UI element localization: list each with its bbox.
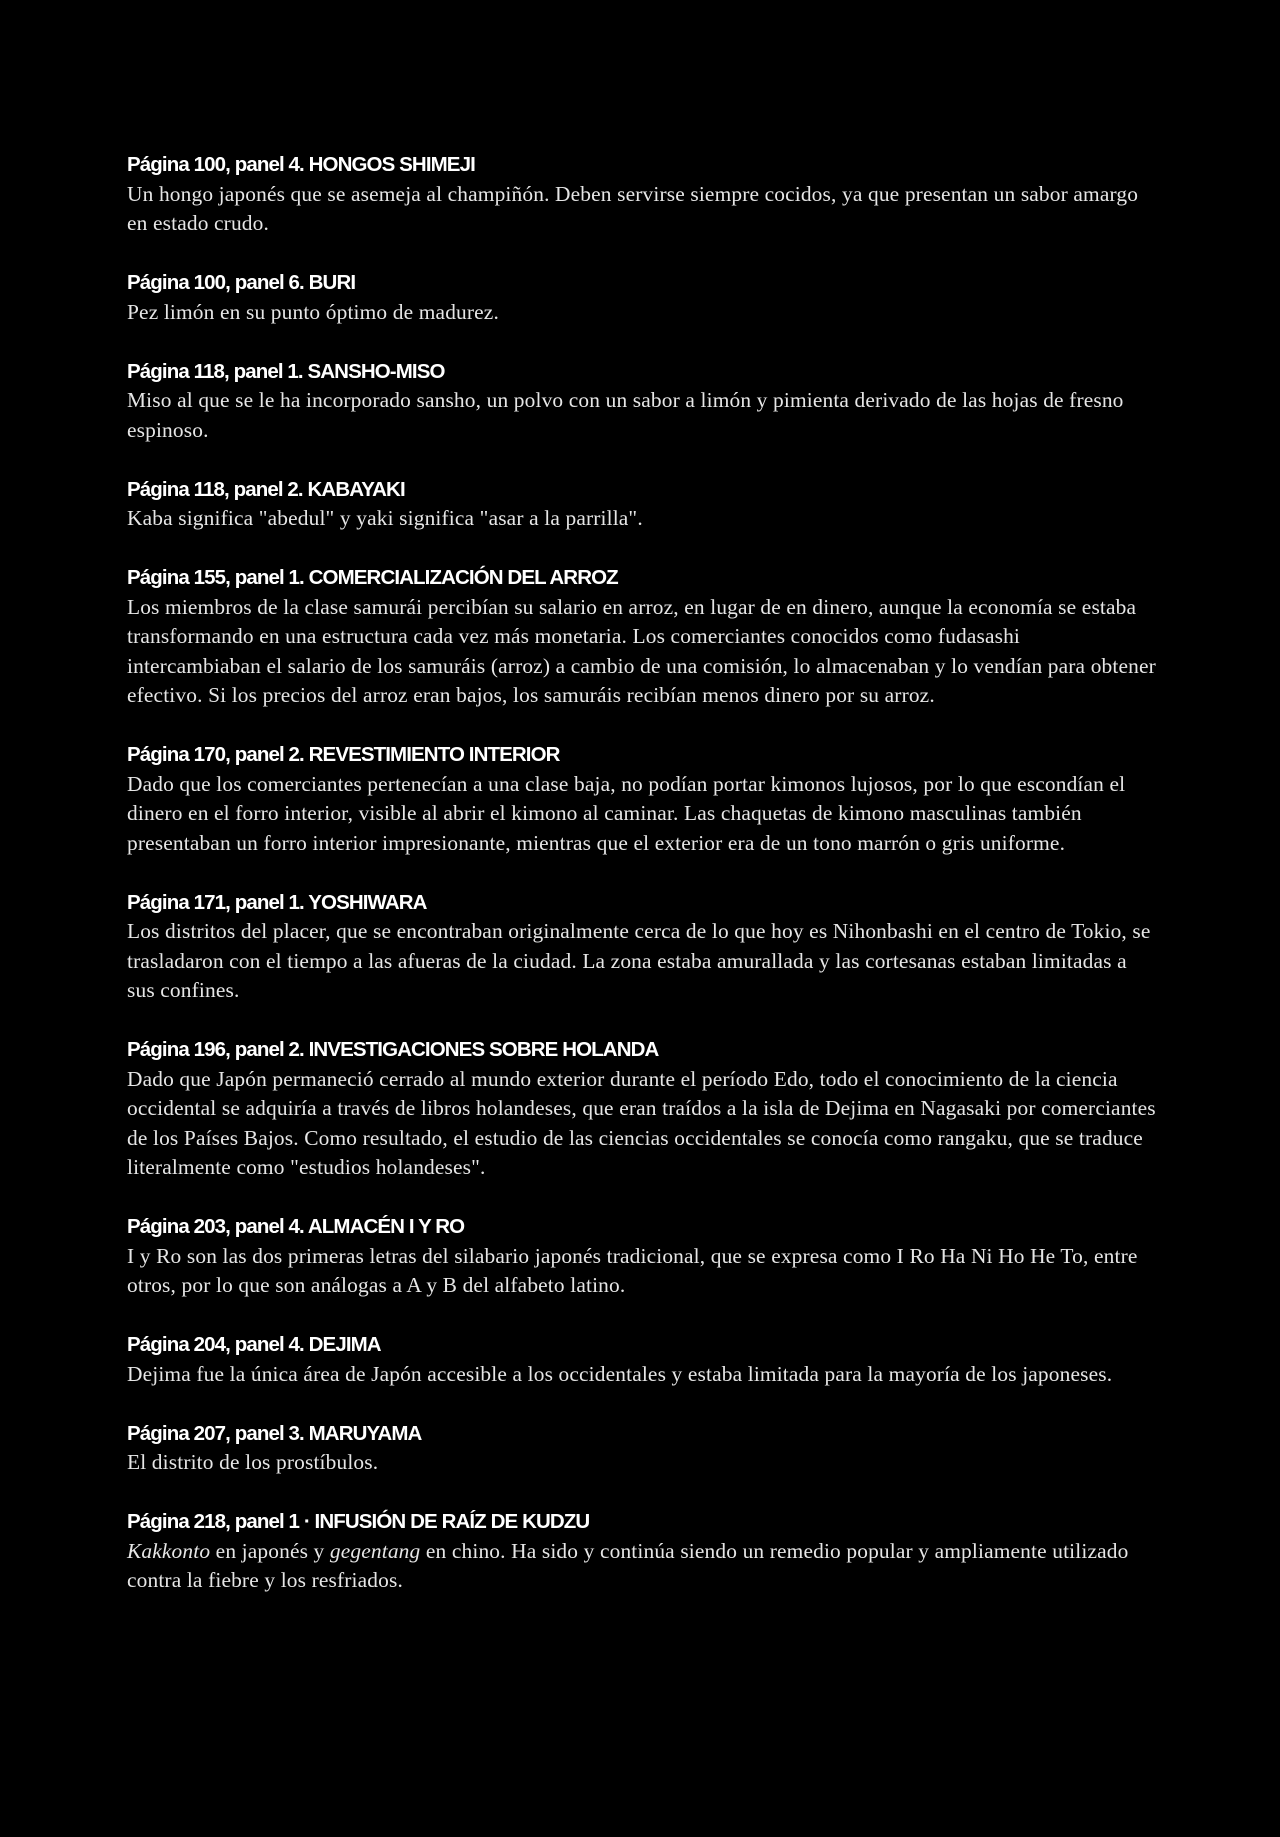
note-body: El distrito de los prostíbulos. bbox=[127, 1450, 379, 1474]
note-body: Los distritos del placer, que se encontraban originalmente cerca de lo que hoy es Nihonbashi en el centro de Tokio, se trasladaron con el tiempo a las afueras de la ciudad. La zona estaba amurallada y las cortesanas estaban limitadas a sus confines. bbox=[127, 919, 1151, 1002]
note-heading: Página 100, panel 4. HONGOS SHIMEJI bbox=[127, 153, 475, 176]
note-body: Dado que Japón permaneció cerrado al mundo exterior durante el período Edo, todo el conocimiento de la ciencia occidental se adquiría a través de libros holandeses, que eran traídos a la isla de Dejima en Nagasaki por comerciantes de los Países Bajos. Como resultado, el estudio de las ciencias occidentales se conocía como rangaku, que se traduce literalmente como "estudios holandeses". bbox=[127, 1066, 1156, 1179]
note-heading: Página 207, panel 3. MARUYAMA bbox=[127, 1421, 422, 1445]
note-body: Pez limón en su punto óptimo de madurez. bbox=[127, 299, 499, 324]
glossary-notes bbox=[127, 150, 1157, 1625]
note-body: Un hongo japonés que se asemeja al champiñón. Deben servirse siempre cocidos, ya que presentan un sabor amargo en estado crudo. bbox=[127, 181, 1139, 235]
note-body: Dado que los comerciantes pertenecían a una clase baja, no podían portar kimonos lujosos, por lo que escondían el dinero en el forro interior, visible al abrir el kimono al caminar. Las chaquetas de kimono masculinas también presentaban un forro interior impresionante, mientras que el exterior era de un tono marrón o gris uniforme. bbox=[127, 771, 1126, 855]
italic-term-kakkonto: Kakkonto bbox=[127, 1538, 211, 1563]
note-hongos-shimeji bbox=[127, 150, 1157, 239]
body-text: en chino. Ha sido y continúa siendo un remedio popular y ampliamente utilizado contra la fiebre y los resfriados. bbox=[127, 1538, 1129, 1592]
note-yoshiwara bbox=[127, 888, 1157, 1006]
note-maruyama bbox=[127, 1419, 1157, 1478]
note-revestimiento-interior bbox=[127, 740, 1157, 858]
note-body: I y Ro son las dos primeras letras del silabario japonés tradicional, que se expresa como I Ro Ha Ni Ho He To, entre otros, por lo que son análogas a A y B del alfabeto latino. bbox=[127, 1243, 1138, 1297]
note-body: Los miembros de la clase samurái percibían su salario en arroz, en lugar de en dinero, aunque la economía se estaba transformando en una estructura cada vez más monetaria. Los comerciantes conocidos como fudasashi intercambiaban el salario de los samuráis (arroz) a cambio de una comisión, lo almacenaban y lo vendían para obtener efectivo. Si los precios del arroz eran bajos, los samuráis recibían menos dinero por su arroz. bbox=[127, 594, 1156, 707]
note-kabayaki bbox=[127, 475, 1157, 534]
note-almacen-i-y-ro bbox=[127, 1212, 1157, 1301]
note-heading: Página 203, panel 4. ALMACÉN I Y RO bbox=[127, 1215, 465, 1238]
note-heading: Página 155, panel 1. COMERCIALIZACIÓN DEL ARROZ bbox=[127, 566, 618, 589]
note-heading: Página 118, panel 1. SANSHO-MISO bbox=[127, 359, 445, 383]
note-comercializacion-arroz bbox=[127, 563, 1157, 711]
note-body bbox=[127, 1537, 1157, 1596]
note-body: Miso al que se le ha incorporado sansho, un polvo con un sabor a limón y pimienta derivado de las hojas de fresno espinoso. bbox=[127, 388, 1124, 442]
note-heading: Página 118, panel 2. KABAYAKI bbox=[127, 477, 405, 501]
note-heading: Página 171, panel 1. YOSHIWARA bbox=[127, 890, 427, 914]
note-infusion-kudzu bbox=[127, 1507, 1157, 1596]
note-heading: Página 204, panel 4. DEJIMA bbox=[127, 1333, 381, 1356]
note-body: Dejima fue la única área de Japón accesible a los occidentales y estaba limitada para la mayoría de los japoneses. bbox=[127, 1361, 1113, 1386]
note-body: Kaba significa "abedul" y yaki significa "asar a la parrilla". bbox=[127, 506, 643, 530]
note-buri bbox=[127, 268, 1157, 327]
note-investigaciones-holanda bbox=[127, 1035, 1157, 1183]
note-heading: Página 218, panel 1 · INFUSIÓN DE RAÍZ DE KUDZU bbox=[127, 1510, 590, 1533]
italic-term-gegentang: gegentang bbox=[329, 1538, 421, 1563]
note-sansho-miso bbox=[127, 357, 1157, 446]
note-heading: Página 100, panel 6. BURI bbox=[127, 271, 356, 294]
body-text: en japonés y bbox=[210, 1538, 330, 1563]
note-heading: Página 196, panel 2. INVESTIGACIONES SOBRE HOLANDA bbox=[127, 1038, 659, 1061]
note-dejima bbox=[127, 1330, 1157, 1389]
note-heading: Página 170, panel 2. REVESTIMIENTO INTERIOR bbox=[127, 743, 560, 766]
